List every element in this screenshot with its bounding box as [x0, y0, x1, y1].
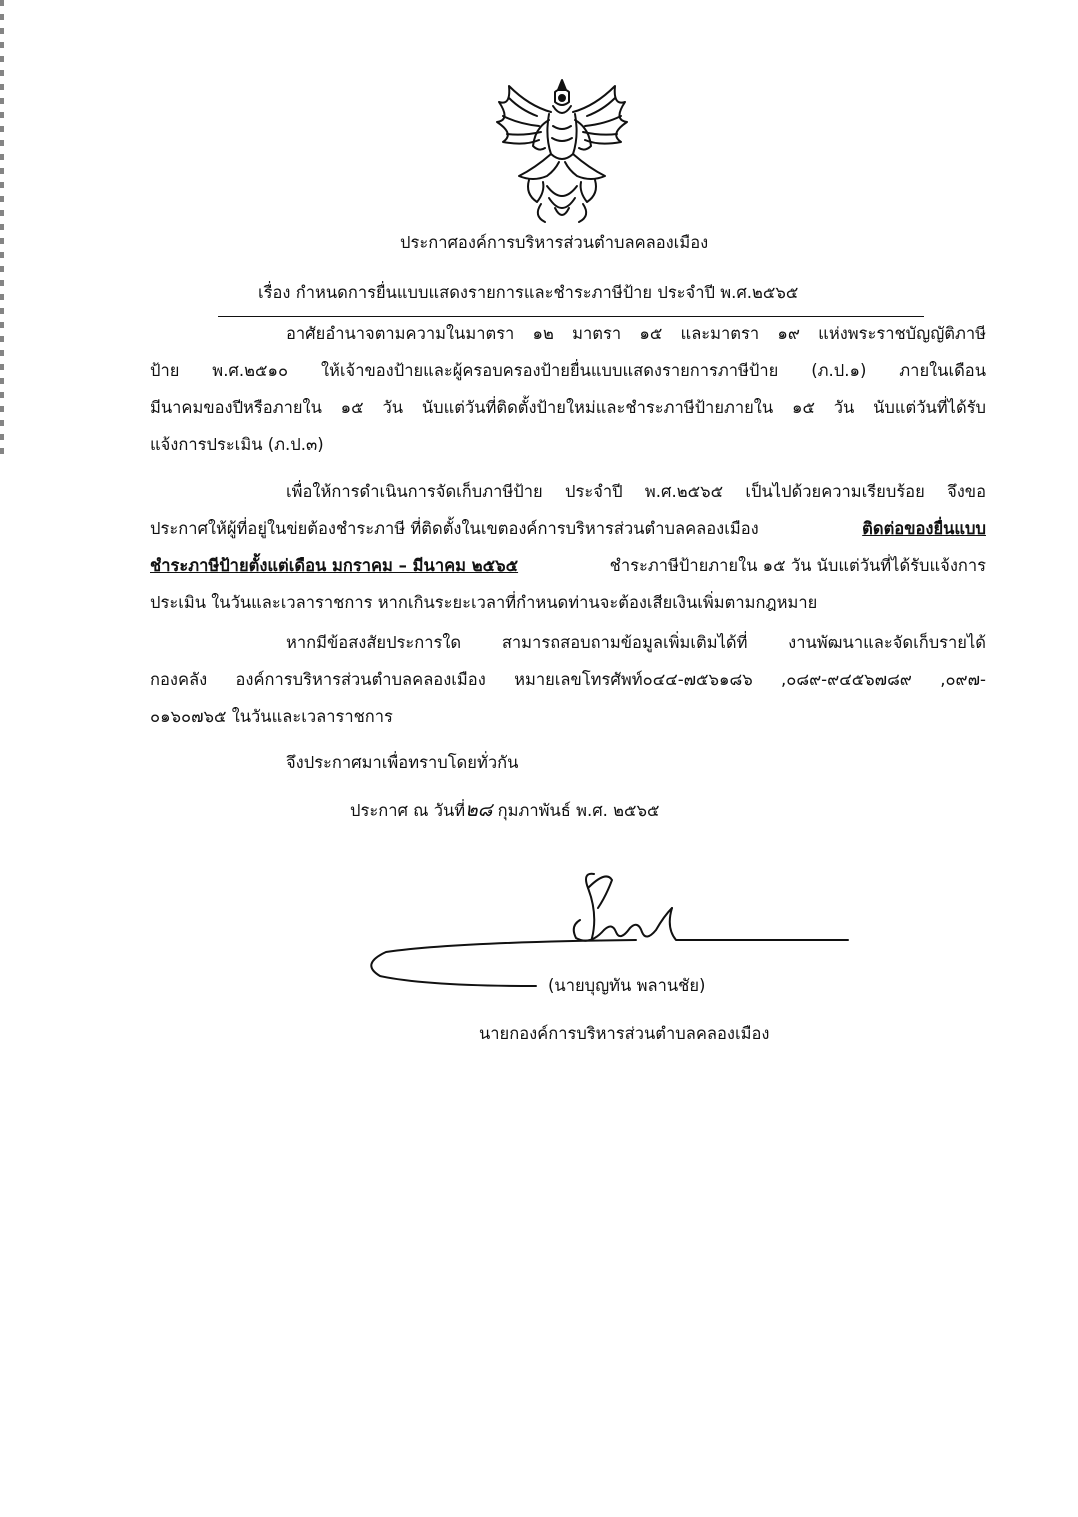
paragraph-2-line-2 [150, 518, 986, 540]
paragraph-1-line-1: อาศัยอำนาจตามความในมาตรา ๑๒ มาตรา ๑๕ และมาตรา ๑๙ แห่งพระราชบัญญัติภาษี [286, 324, 986, 343]
paragraph-2-line-1: เพื่อให้การดำเนินการจัดเก็บภาษีป้าย ประจำปี พ.ศ.๒๕๖๕ เป็นไปด้วยความเรียบร้อย จึงขอ [286, 482, 986, 501]
paragraph-2-highlight-1: ติดต่อของยื่นแบบ [862, 519, 986, 538]
paragraph-2-line-3 [150, 555, 986, 577]
paragraph-2-line-4: ประเมิน ในวันและเวลาราชการ หากเกินระยะเวลาที่กำหนดท่านจะต้องเสียเงินเพิ่มตามกฎหมาย [150, 593, 818, 612]
paragraph-3-line-3: ๐๑๖๐๗๖๕ ในวันและเวลาราชการ [150, 707, 393, 726]
paragraph-3-line-2: กองคลัง องค์การบริหารส่วนตำบลคลองเมือง หมายเลขโทรศัพท์๐๔๔-๗๕๖๑๘๖ ,๐๘๙-๙๔๕๖๗๘๙ ,๐๙๗- [150, 670, 986, 689]
paragraph-2-line-3-text: ชำระภาษีป้ายภายใน ๑๕ วัน นับแต่วันที่ได้รับแจ้งการ [609, 556, 986, 575]
date-day-handwritten: ๒๘ [465, 799, 493, 821]
date-prefix: ประกาศ ณ วันที่ [350, 801, 466, 820]
paragraph-1-line-4: แจ้งการประเมิน (ภ.ป.๓) [150, 435, 324, 454]
paragraph-3-line-1: หากมีข้อสงสัยประการใด สามารถสอบถามข้อมูลเพิ่มเติมได้ที่ งานพัฒนาและจัดเก็บรายได้ [286, 633, 986, 652]
garuda-emblem-icon [489, 76, 635, 226]
paragraph-1-line-2: ป้าย พ.ศ.๒๕๑๐ ให้เจ้าของป้ายและผู้ครอบครองป้ายยื่นแบบแสดงรายการภาษีป้าย (ภ.ป.๑) ภายในเดือน [150, 361, 986, 380]
announcement-subject: เรื่อง กำหนดการยื่นแบบแสดงรายการและชำระภาษีป้าย ประจำปี พ.ศ.๒๕๖๕ [258, 283, 799, 302]
announcement-header: ประกาศองค์การบริหารส่วนตำบลคลองเมือง [400, 233, 709, 252]
closing-statement: จึงประกาศมาเพื่อทราบโดยทั่วกัน [286, 753, 519, 772]
signer-name: (นายบุญทัน พลานชัย) [548, 976, 706, 995]
announcement-date [350, 799, 659, 822]
header-divider [218, 316, 924, 317]
date-suffix: กุมภาพันธ์ พ.ศ. ๒๕๖๕ [492, 801, 660, 820]
paragraph-1-line-3: มีนาคมของปีหรือภายใน ๑๕ วัน นับแต่วันที่ติดตั้งป้ายใหม่และชำระภาษีป้ายภายใน ๑๕ วัน นับแต่วันที่ได้รับ [150, 398, 986, 417]
paragraph-2-highlight-2: ชำระภาษีป้ายตั้งแต่เดือน มกราคม – มีนาคม ๒๕๖๕ [150, 556, 519, 575]
paragraph-2-line-2-text: ประกาศให้ผู้ที่อยู่ในข่ยต้องชำระภาษี ที่ติดตั้งในเขตองค์การบริหารส่วนตำบลคลองเมือง [150, 519, 759, 538]
scan-edge-artifact [0, 0, 4, 460]
signer-title: นายกองค์การบริหารส่วนตำบลคลองเมือง [479, 1024, 770, 1043]
